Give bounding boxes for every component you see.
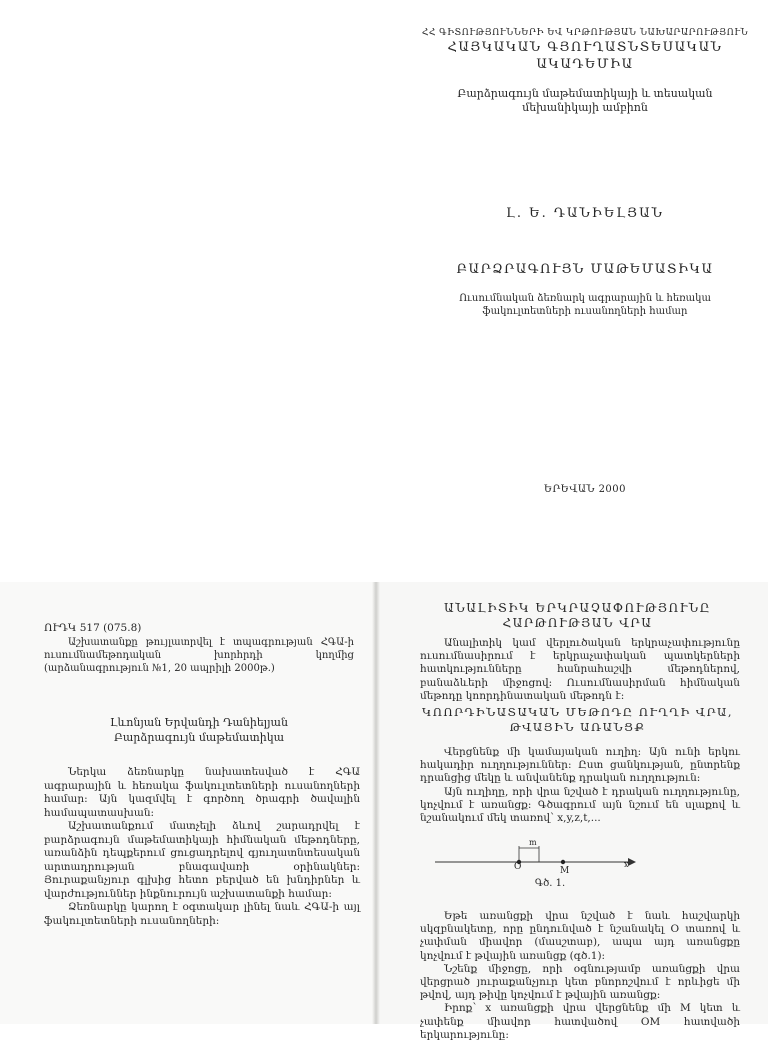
academy-name: ՀԱՅԿԱԿԱՆ ԳՅՈՒՂԱՏՆՏԵՍԱԿԱՆ ԱԿԱԴԵՄԻԱ [447, 40, 723, 72]
imprint-subject: Բարձրագույն մաթեմատիկա [113, 731, 285, 744]
point-label: M [560, 866, 570, 876]
body-paragraph: Այն ուղիղը, որի վրա նշված է դրական ուղղությունը, կոչվում է առանցք: Գծագրում այն նշում են սլաքով և նշանակում մեկ տառով՝ x,y,z,t,... [420, 785, 740, 825]
unit-label: m [529, 838, 537, 847]
chair-name: Բարձրագույն մաթեմատիկայի և տեսական մեխանիկայի ամբիոն [457, 87, 713, 114]
body-paragraph: Վերցնենք մի կամայական ուղիղ: Այն ունի երկու հակադիր ուղղություններ: Ըստ ցանկության, ընտրենք դրանցից մեկը և անվանենք դրական ուղղություն: [420, 746, 740, 785]
approval-note: Աշխատանքը թույլատրվել է տպագրության ՀԳԱ-ի ուսումնամեթոդական խորհրդի կողմից (արձանագրություն №1, 20 ապրիլի 2000թ.) [44, 637, 354, 674]
body-paragraph: Նշենք միջոցը, որի օգնությամբ առանցքի վրա վերցրած յուրաքանչյուր կետ բնորոշվում է որևիցե մի թվով, այդ թիվը կոչվում է թվային առանցք: [420, 962, 740, 1002]
point-m [561, 860, 565, 864]
page-gutter [372, 582, 380, 1024]
preface-paragraph: Ներկա ձեռնարկը նախատեսված է ՀԳԱ ագրարային և հեռակա ֆակուլտետների ուսանողների համար: Այն կազմվել է գործող ծրագրի ծավալին համապատասխան: [44, 766, 360, 819]
axis-arrow-icon [628, 858, 636, 866]
intro-paragraph [420, 637, 740, 703]
body-paragraph: Իրոք՝ x առանցքի վրա վերցնենք մի M կետ և չափենք միավոր հատվածով OM հատվածի երկարությունը: [420, 1002, 740, 1041]
udc-code: ՈՒԴԿ 517 (075.8) [44, 622, 142, 634]
body-paragraph: Եթե առանցքի վրա նշված է նաև հաշվարկի սկզբնակետը, որը ընդունված է նշանակել O տառով և չափման միավոր (մասշտաբ), ապա այդ առանցքը կոչվում է թվային առանցք (գծ.1): [420, 910, 740, 962]
preface [44, 766, 360, 928]
subsection-title: ԿՈՈՐԴԻՆԱՏԱԿԱՆ ՄԵԹՈԴԸ ՈՒՂՂԻ ՎՐԱ, ԹՎԱՅԻՆ ԱՌԱՆՑՔ [421, 705, 734, 734]
author-name: Լ. Ե. ԴԱՆԻԵԼՅԱՆ [506, 206, 664, 221]
imprint-author: Լևոնյան Երվանդի Դանիելյան [110, 716, 288, 729]
body-text-2 [420, 910, 740, 1042]
preface-paragraph: Ձեռնարկը կարող է օգտակար լինել նաև ՀԳԱ-ի այլ ֆակուլտետների ուսանողների: [44, 901, 360, 927]
axis-label: x [624, 860, 629, 869]
origin-label: O [514, 862, 522, 872]
figure-caption: Գծ. 1. [534, 878, 566, 889]
city-year: ԵՐԵՎԱՆ 2000 [543, 484, 627, 495]
section-title: ԱՆԱԼԻՏԻԿ ԵՐԿՐԱՉԱՓՈՒԹՅՈՒՆԸ ՀԱՐԹՈՒԹՅԱՆ ՎՐԱ [444, 601, 711, 630]
book-title: ԲԱՐՁՐԱԳՈՒՅՆ ՄԱԹԵՄԱՏԻԿԱ [456, 262, 714, 277]
preface-paragraph: Աշխատանքում մատչելի ձևով շարադրվել է բարձրագույն մաթեմատիկայի հիմնական մեթոդները, առանձին դեպքերում ցուցադրելով գյուղատնտեսական արտադրության բնագավառի օրինակներ: Յուրաքանչյուր գլխից հետո բերված են խնդիրներ և վարժություններ ինքնուրույն աշխատանքի համար: [44, 820, 360, 900]
intro-text: Անալիտիկ կամ վերլուծական երկրաչափությունը ուսումնասիրում է երկրաչափական պատկերների հատկությունները հանրահաշվի մեթոդներով, բանաձևերի միջոցով: Ուսումնասիրման հիմնական մեթոդը կոորդինատական մեթոդն է: [420, 637, 740, 702]
body-text-1 [420, 746, 740, 825]
ministry-header: ՀՀ ԳԻՏՈՒԹՅՈՒՆՆԵՐԻ ԵՎ ԿՐԹՈՒԹՅԱՆ ՆԱԽԱՐԱՐՈՒԹՅՈՒՆ [421, 28, 749, 38]
book-subtitle: Ուսումնական ձեռնարկ ագրարային և հեռակա ֆակուլտետների ուսանողների համար [459, 293, 711, 317]
